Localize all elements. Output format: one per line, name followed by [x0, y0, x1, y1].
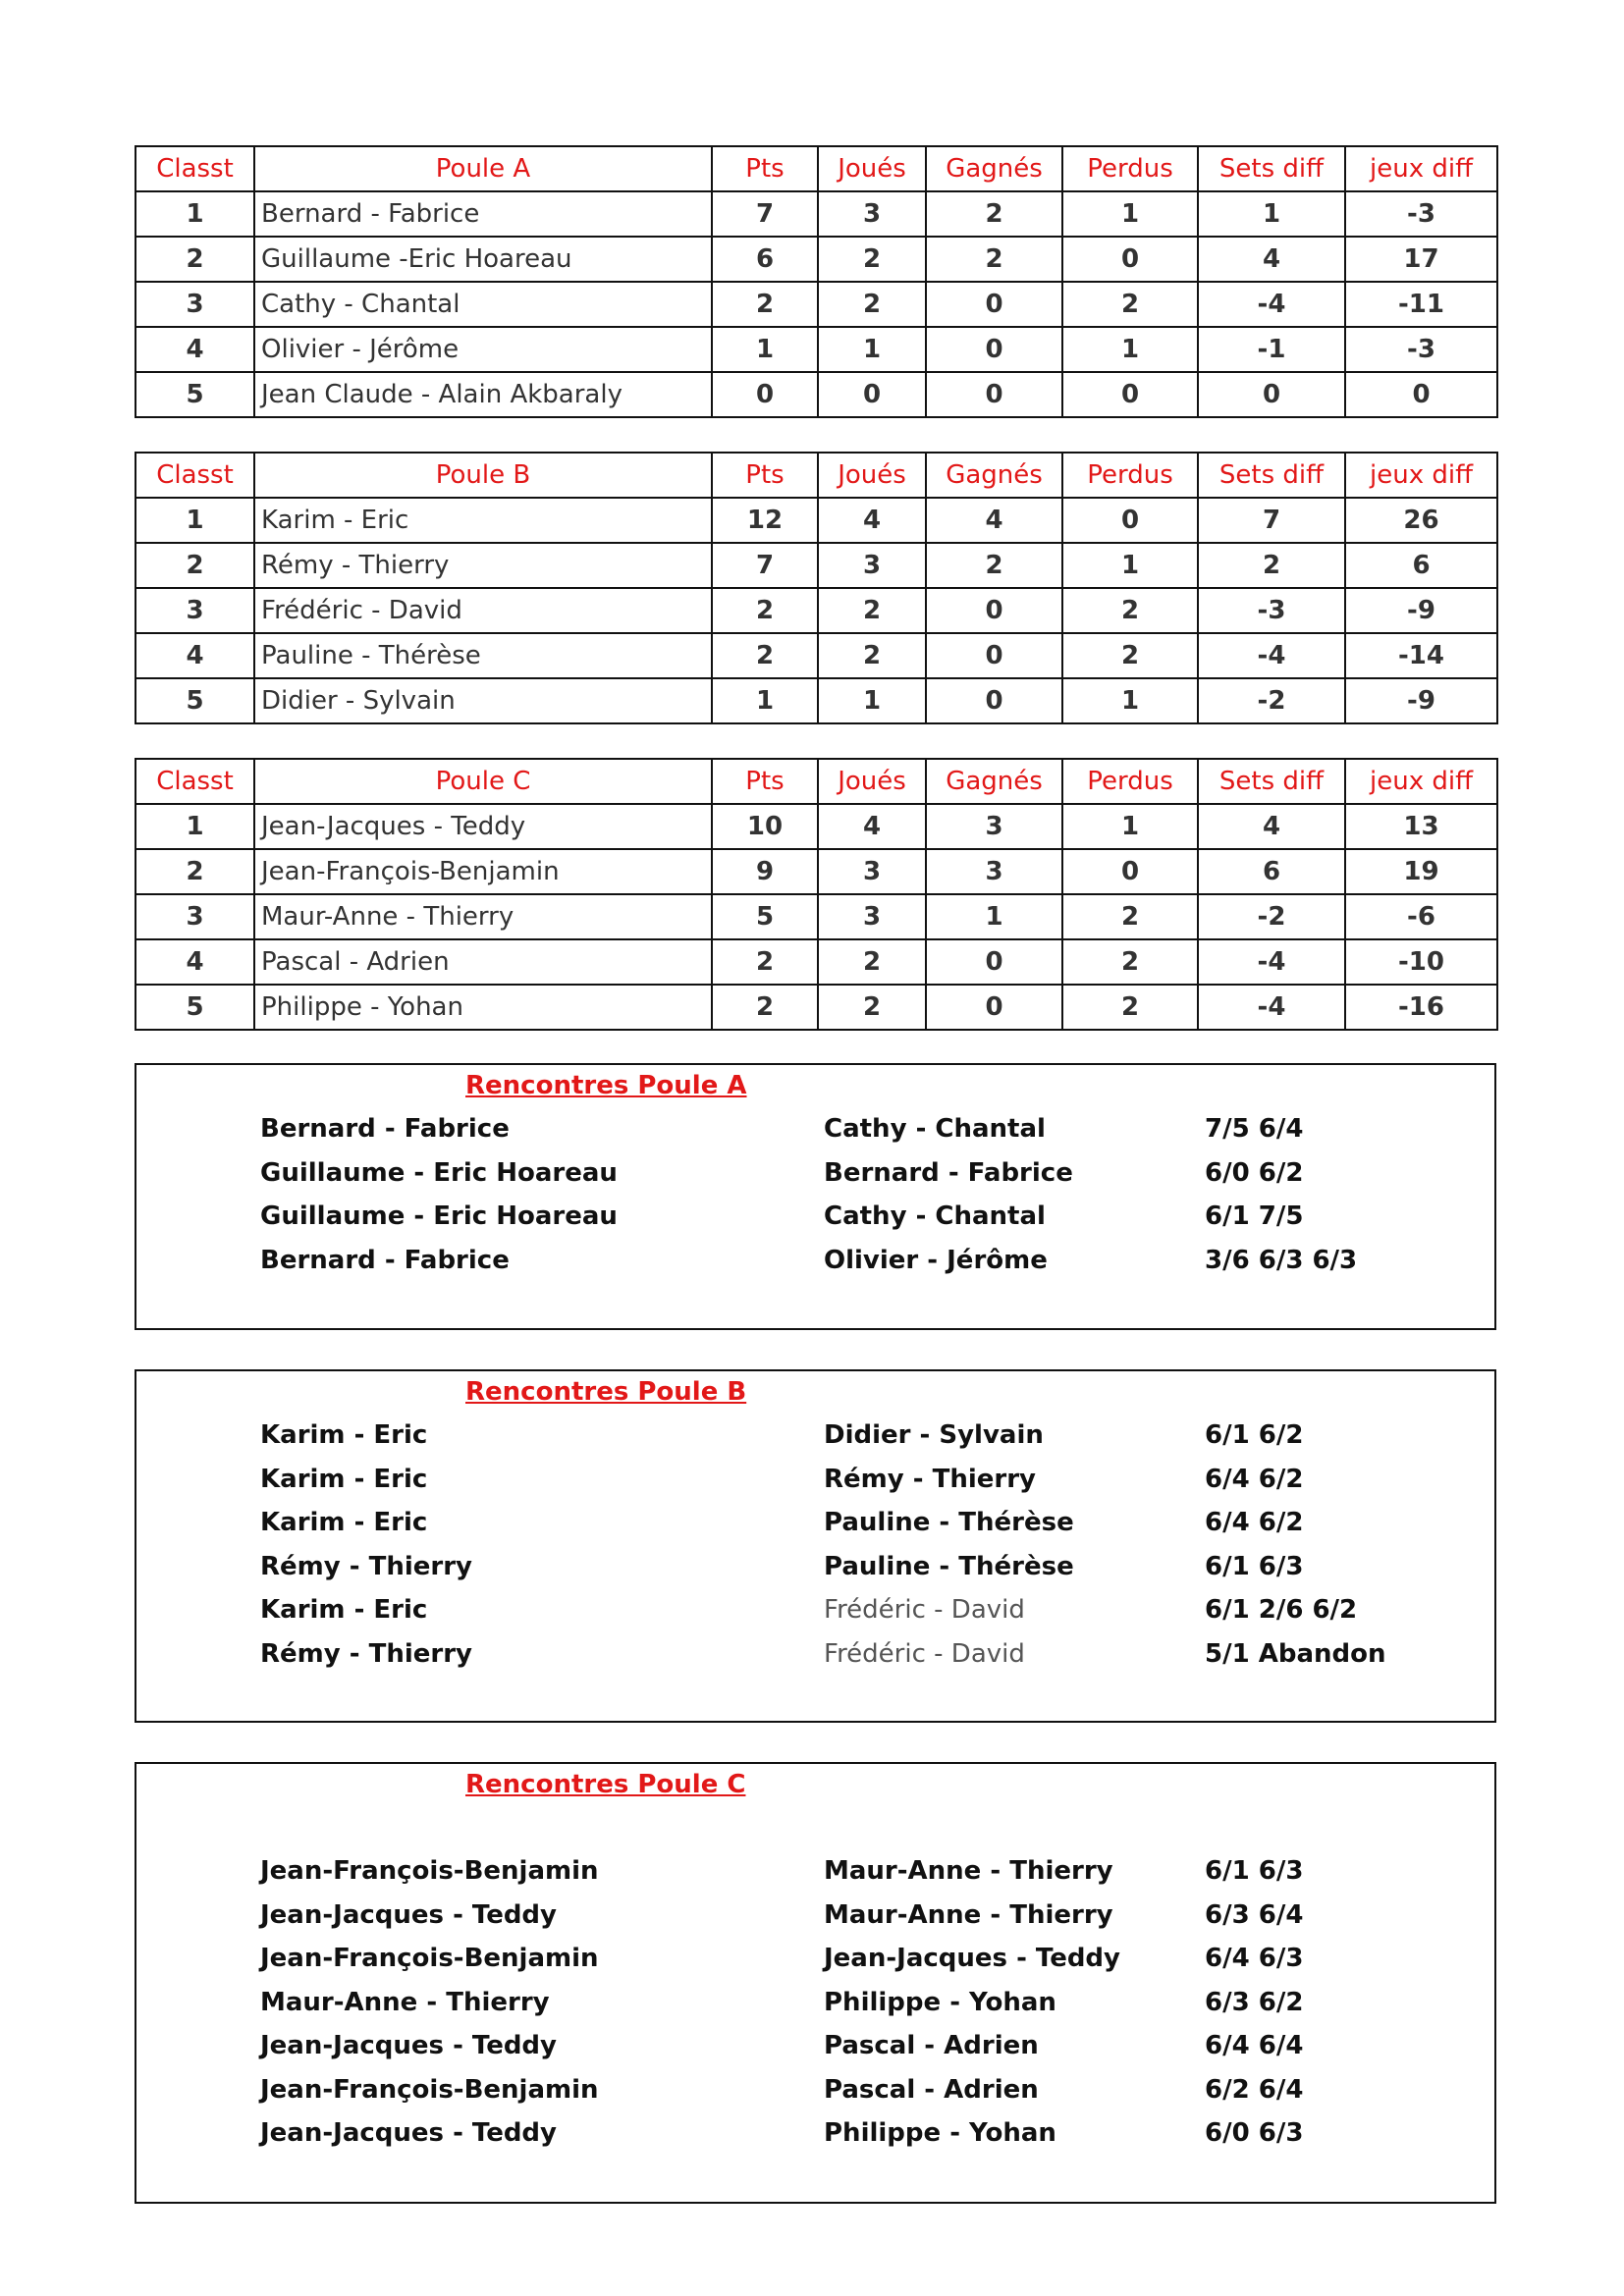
perdus-cell: 0 [1062, 849, 1198, 894]
match-score: 6/2 6/4 [1205, 2074, 1304, 2105]
rank-cell: 5 [135, 678, 254, 723]
match-team-2: Jean-Jacques - Teddy [824, 1944, 1120, 1973]
match-row [136, 1639, 1494, 1682]
gagnes-cell: 3 [926, 804, 1062, 849]
rank-cell: 4 [135, 939, 254, 985]
team-name-cell: Jean-François-Benjamin [254, 849, 712, 894]
match-team-2: Maur-Anne - Thierry [824, 1856, 1113, 1886]
pts-cell: 2 [712, 939, 818, 985]
team-name-cell: Maur-Anne - Thierry [254, 894, 712, 939]
sets-diff-cell: 6 [1198, 849, 1345, 894]
jeux-diff-cell: -16 [1345, 985, 1497, 1030]
header-joues: Joués [818, 759, 926, 804]
joues-cell: 2 [818, 633, 926, 678]
match-row [136, 1158, 1494, 1201]
gagnes-cell: 0 [926, 985, 1062, 1030]
pts-cell: 1 [712, 678, 818, 723]
header-pts: Pts [712, 453, 818, 498]
match-team-2: Pascal - Adrien [824, 2031, 1039, 2060]
perdus-cell: 1 [1062, 678, 1198, 723]
matches-title: Rencontres Poule C [465, 1770, 746, 1799]
match-score: 6/1 6/3 [1205, 1856, 1304, 1886]
perdus-cell: 0 [1062, 372, 1198, 417]
match-team-2: Frédéric - David [824, 1595, 1025, 1625]
joues-cell: 4 [818, 804, 926, 849]
team-name-cell: Guillaume -Eric Hoareau [254, 237, 712, 282]
joues-cell: 3 [818, 191, 926, 237]
perdus-cell: 1 [1062, 191, 1198, 237]
rank-cell: 2 [135, 543, 254, 588]
joues-cell: 2 [818, 237, 926, 282]
sets-diff-cell: -1 [1198, 327, 1345, 372]
rank-cell: 3 [135, 894, 254, 939]
team-name-cell: Didier - Sylvain [254, 678, 712, 723]
header-pool-name: Poule A [254, 146, 712, 191]
table-row [135, 849, 1497, 894]
joues-cell: 2 [818, 985, 926, 1030]
table-row [135, 894, 1497, 939]
sets-diff-cell: 0 [1198, 372, 1345, 417]
match-row [136, 1595, 1494, 1638]
joues-cell: 4 [818, 498, 926, 543]
match-score: 6/3 6/4 [1205, 1899, 1304, 1930]
table-row [135, 985, 1497, 1030]
perdus-cell: 2 [1062, 588, 1198, 633]
pts-cell: 2 [712, 588, 818, 633]
joues-cell: 3 [818, 543, 926, 588]
team-name-cell: Rémy - Thierry [254, 543, 712, 588]
jeux-diff-cell: -3 [1345, 191, 1497, 237]
sets-diff-cell: -2 [1198, 894, 1345, 939]
header-pool-name: Poule B [254, 453, 712, 498]
joues-cell: 3 [818, 849, 926, 894]
match-row [136, 1465, 1494, 1508]
standings-table-c [135, 758, 1498, 1031]
pts-cell: 0 [712, 372, 818, 417]
team-name-cell: Bernard - Fabrice [254, 191, 712, 237]
pts-cell: 2 [712, 633, 818, 678]
perdus-cell: 0 [1062, 498, 1198, 543]
table-row [135, 191, 1497, 237]
perdus-cell: 2 [1062, 282, 1198, 327]
sets-diff-cell: 4 [1198, 237, 1345, 282]
sets-diff-cell: 4 [1198, 804, 1345, 849]
pts-cell: 7 [712, 543, 818, 588]
rank-cell: 2 [135, 849, 254, 894]
header-sets-diff: Sets diff [1198, 759, 1345, 804]
header-perdus: Perdus [1062, 453, 1198, 498]
match-row [136, 1201, 1494, 1245]
rank-cell: 3 [135, 588, 254, 633]
match-team-1: Karim - Eric [260, 1508, 428, 1537]
joues-cell: 1 [818, 678, 926, 723]
jeux-diff-cell: 17 [1345, 237, 1497, 282]
perdus-cell: 1 [1062, 804, 1198, 849]
perdus-cell: 1 [1062, 327, 1198, 372]
table-row [135, 372, 1497, 417]
match-score: 6/1 6/3 [1205, 1551, 1304, 1581]
match-team-1: Jean-François-Benjamin [260, 2074, 599, 2105]
gagnes-cell: 1 [926, 894, 1062, 939]
table-row [135, 543, 1497, 588]
joues-cell: 2 [818, 282, 926, 327]
pts-cell: 2 [712, 282, 818, 327]
rank-cell: 4 [135, 327, 254, 372]
match-team-1: Jean-Jacques - Teddy [260, 2031, 557, 2060]
match-score: 6/4 6/3 [1205, 1944, 1304, 1973]
match-team-1: Bernard - Fabrice [260, 1114, 510, 1144]
match-team-2: Pascal - Adrien [824, 2074, 1039, 2105]
match-score: 6/3 6/2 [1205, 1987, 1304, 2017]
sets-diff-cell: -3 [1198, 588, 1345, 633]
pts-cell: 1 [712, 327, 818, 372]
jeux-diff-cell: 19 [1345, 849, 1497, 894]
sets-diff-cell: -4 [1198, 939, 1345, 985]
perdus-cell: 2 [1062, 939, 1198, 985]
table-row [135, 237, 1497, 282]
header-classt: Classt [135, 759, 254, 804]
match-score: 6/0 6/3 [1205, 2118, 1304, 2148]
team-name-cell: Philippe - Yohan [254, 985, 712, 1030]
match-team-1: Jean-Jacques - Teddy [260, 2118, 557, 2148]
match-team-2: Olivier - Jérôme [824, 1245, 1048, 1275]
table-row [135, 498, 1497, 543]
header-row [135, 759, 1497, 804]
match-team-2: Cathy - Chantal [824, 1201, 1046, 1231]
match-score: 6/1 7/5 [1205, 1201, 1304, 1231]
match-row [136, 1988, 1494, 2031]
table-row [135, 939, 1497, 985]
pts-cell: 12 [712, 498, 818, 543]
match-score: 6/4 6/2 [1205, 1464, 1304, 1494]
perdus-cell: 2 [1062, 633, 1198, 678]
rank-cell: 2 [135, 237, 254, 282]
sets-diff-cell: -2 [1198, 678, 1345, 723]
match-row [136, 1508, 1494, 1551]
header-perdus: Perdus [1062, 759, 1198, 804]
match-row [136, 1944, 1494, 1987]
match-team-1: Guillaume - Eric Hoareau [260, 1157, 618, 1188]
match-team-1: Jean-Jacques - Teddy [260, 1899, 557, 1930]
team-name-cell: Frédéric - David [254, 588, 712, 633]
table-row [135, 282, 1497, 327]
match-row [136, 1552, 1494, 1595]
match-row [136, 1420, 1494, 1464]
match-row [136, 1900, 1494, 1944]
header-joues: Joués [818, 453, 926, 498]
sets-diff-cell: -4 [1198, 633, 1345, 678]
rank-cell: 1 [135, 804, 254, 849]
table-row [135, 327, 1497, 372]
match-score: 5/1 Abandon [1205, 1638, 1386, 1669]
match-team-1: Karim - Eric [260, 1595, 428, 1625]
jeux-diff-cell: -10 [1345, 939, 1497, 985]
header-perdus: Perdus [1062, 146, 1198, 191]
table-row [135, 588, 1497, 633]
sets-diff-cell: -4 [1198, 282, 1345, 327]
standings-table-b [135, 452, 1498, 724]
pts-cell: 9 [712, 849, 818, 894]
match-team-1: Rémy - Thierry [260, 1638, 472, 1669]
team-name-cell: Jean-Jacques - Teddy [254, 804, 712, 849]
gagnes-cell: 0 [926, 939, 1062, 985]
match-team-1: Jean-François-Benjamin [260, 1944, 599, 1973]
header-pool-name: Poule C [254, 759, 712, 804]
match-team-2: Maur-Anne - Thierry [824, 1899, 1113, 1930]
match-row [136, 1856, 1494, 1899]
gagnes-cell: 0 [926, 282, 1062, 327]
joues-cell: 3 [818, 894, 926, 939]
header-sets-diff: Sets diff [1198, 146, 1345, 191]
matches-box-c [135, 1762, 1496, 2204]
matches-title: Rencontres Poule A [465, 1071, 747, 1100]
table-row [135, 804, 1497, 849]
pts-cell: 10 [712, 804, 818, 849]
gagnes-cell: 0 [926, 327, 1062, 372]
sets-diff-cell: 2 [1198, 543, 1345, 588]
match-team-1: Maur-Anne - Thierry [260, 1987, 550, 2017]
header-classt: Classt [135, 453, 254, 498]
jeux-diff-cell: 6 [1345, 543, 1497, 588]
header-jeux-diff: jeux diff [1345, 453, 1497, 498]
team-name-cell: Jean Claude - Alain Akbaraly [254, 372, 712, 417]
match-team-1: Karim - Eric [260, 1464, 428, 1494]
match-score: 3/6 6/3 6/3 [1205, 1245, 1358, 1275]
pts-cell: 6 [712, 237, 818, 282]
match-row [136, 2031, 1494, 2074]
matches-box-b [135, 1369, 1496, 1723]
perdus-cell: 2 [1062, 985, 1198, 1030]
team-name-cell: Pauline - Thérèse [254, 633, 712, 678]
gagnes-cell: 0 [926, 372, 1062, 417]
sets-diff-cell: 1 [1198, 191, 1345, 237]
header-joues: Joués [818, 146, 926, 191]
team-name-cell: Olivier - Jérôme [254, 327, 712, 372]
header-row [135, 453, 1497, 498]
joues-cell: 2 [818, 939, 926, 985]
jeux-diff-cell: 26 [1345, 498, 1497, 543]
jeux-diff-cell: -3 [1345, 327, 1497, 372]
sets-diff-cell: -4 [1198, 985, 1345, 1030]
gagnes-cell: 0 [926, 678, 1062, 723]
table-row [135, 633, 1497, 678]
match-score: 6/4 6/4 [1205, 2031, 1304, 2060]
match-row [136, 2075, 1494, 2118]
table-row [135, 678, 1497, 723]
header-sets-diff: Sets diff [1198, 453, 1345, 498]
gagnes-cell: 0 [926, 633, 1062, 678]
jeux-diff-cell: 0 [1345, 372, 1497, 417]
team-name-cell: Pascal - Adrien [254, 939, 712, 985]
header-classt: Classt [135, 146, 254, 191]
team-name-cell: Cathy - Chantal [254, 282, 712, 327]
match-team-2: Philippe - Yohan [824, 2118, 1056, 2148]
jeux-diff-cell: -11 [1345, 282, 1497, 327]
match-team-2: Frédéric - David [824, 1638, 1025, 1669]
match-score: 6/1 6/2 [1205, 1420, 1304, 1450]
joues-cell: 2 [818, 588, 926, 633]
match-team-1: Guillaume - Eric Hoareau [260, 1201, 618, 1231]
match-team-2: Cathy - Chantal [824, 1114, 1046, 1144]
gagnes-cell: 2 [926, 191, 1062, 237]
header-gagnes: Gagnés [926, 146, 1062, 191]
header-row [135, 146, 1497, 191]
sets-diff-cell: 7 [1198, 498, 1345, 543]
joues-cell: 0 [818, 372, 926, 417]
rank-cell: 5 [135, 372, 254, 417]
match-team-2: Philippe - Yohan [824, 1987, 1056, 2017]
jeux-diff-cell: -9 [1345, 678, 1497, 723]
header-gagnes: Gagnés [926, 453, 1062, 498]
match-score: 6/1 2/6 6/2 [1205, 1595, 1358, 1625]
perdus-cell: 2 [1062, 894, 1198, 939]
gagnes-cell: 4 [926, 498, 1062, 543]
match-team-2: Didier - Sylvain [824, 1420, 1044, 1450]
rank-cell: 4 [135, 633, 254, 678]
rank-cell: 1 [135, 191, 254, 237]
jeux-diff-cell: -14 [1345, 633, 1497, 678]
rank-cell: 1 [135, 498, 254, 543]
match-team-2: Pauline - Thérèse [824, 1551, 1074, 1581]
header-pts: Pts [712, 759, 818, 804]
header-gagnes: Gagnés [926, 759, 1062, 804]
match-team-1: Karim - Eric [260, 1420, 428, 1450]
match-team-1: Bernard - Fabrice [260, 1245, 510, 1275]
match-team-2: Bernard - Fabrice [824, 1157, 1073, 1188]
matches-title: Rencontres Poule B [465, 1377, 747, 1407]
gagnes-cell: 0 [926, 588, 1062, 633]
pts-cell: 7 [712, 191, 818, 237]
jeux-diff-cell: -6 [1345, 894, 1497, 939]
team-name-cell: Karim - Eric [254, 498, 712, 543]
perdus-cell: 1 [1062, 543, 1198, 588]
match-team-2: Pauline - Thérèse [824, 1508, 1074, 1537]
header-jeux-diff: jeux diff [1345, 759, 1497, 804]
match-team-2: Rémy - Thierry [824, 1464, 1036, 1494]
standings-table-a [135, 145, 1498, 418]
gagnes-cell: 2 [926, 543, 1062, 588]
jeux-diff-cell: 13 [1345, 804, 1497, 849]
match-score: 6/4 6/2 [1205, 1508, 1304, 1537]
match-team-1: Jean-François-Benjamin [260, 1856, 599, 1886]
joues-cell: 1 [818, 327, 926, 372]
match-row [136, 1114, 1494, 1157]
pts-cell: 2 [712, 985, 818, 1030]
match-row [136, 1246, 1494, 1289]
perdus-cell: 0 [1062, 237, 1198, 282]
match-team-1: Rémy - Thierry [260, 1551, 472, 1581]
gagnes-cell: 2 [926, 237, 1062, 282]
header-pts: Pts [712, 146, 818, 191]
rank-cell: 5 [135, 985, 254, 1030]
match-row [136, 2118, 1494, 2162]
rank-cell: 3 [135, 282, 254, 327]
jeux-diff-cell: -9 [1345, 588, 1497, 633]
gagnes-cell: 3 [926, 849, 1062, 894]
match-score: 6/0 6/2 [1205, 1157, 1304, 1188]
pts-cell: 5 [712, 894, 818, 939]
match-score: 7/5 6/4 [1205, 1114, 1304, 1144]
header-jeux-diff: jeux diff [1345, 146, 1497, 191]
matches-box-a [135, 1063, 1496, 1330]
